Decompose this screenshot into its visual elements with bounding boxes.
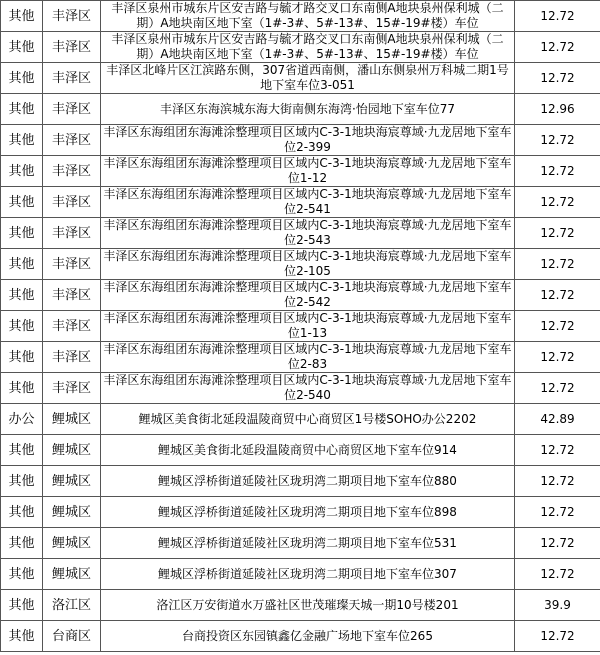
table-row <box>1 466 600 497</box>
row-area-cell: 12.96 <box>515 94 600 125</box>
row-district-cell: 丰泽区 <box>43 1 101 32</box>
row-district-cell: 丰泽区 <box>43 63 101 94</box>
table-row <box>1 94 600 125</box>
row-type-cell: 其他 <box>1 32 43 63</box>
table-row <box>1 559 600 590</box>
row-address-cell: 鲤城区美食街北延段温陵商贸中心商贸区1号楼SOHO办公2202 <box>101 404 515 435</box>
row-district-cell: 丰泽区 <box>43 187 101 218</box>
row-type-cell: 其他 <box>1 311 43 342</box>
row-address-cell: 丰泽区东海滨城东海大街南侧东海湾·怡园地下室车位77 <box>101 94 515 125</box>
row-area-cell: 12.72 <box>515 435 600 466</box>
row-district-cell: 鲤城区 <box>43 466 101 497</box>
table-row <box>1 1 600 32</box>
table-row <box>1 187 600 218</box>
row-area-cell: 12.72 <box>515 311 600 342</box>
row-address-cell: 丰泽区东海组团东海滩涂整理项目区域内C-3-1地块海宸尊域·九龙居地下室车位2-83 <box>101 342 515 373</box>
row-address-cell: 丰泽区东海组团东海滩涂整理项目区域内C-3-1地块海宸尊域·九龙居地下室车位2-540 <box>101 373 515 404</box>
row-type-cell: 其他 <box>1 342 43 373</box>
table-row <box>1 404 600 435</box>
row-type-cell: 其他 <box>1 435 43 466</box>
row-district-cell: 鲤城区 <box>43 435 101 466</box>
row-area-cell: 12.72 <box>515 559 600 590</box>
row-type-cell: 其他 <box>1 559 43 590</box>
row-type-cell: 其他 <box>1 156 43 187</box>
row-type-cell: 其他 <box>1 280 43 311</box>
row-area-cell: 12.72 <box>515 497 600 528</box>
row-district-cell: 丰泽区 <box>43 280 101 311</box>
row-address-cell: 丰泽区泉州市城东片区安吉路与毓才路交叉口东南侧A地块泉州保利城（二期）A地块南区地下室（1#-3#、5#-13#、15#-19#楼）车位 <box>101 1 515 32</box>
row-address-cell: 洛江区万安街道水万盛社区世茂璀璨天城一期10号楼201 <box>101 590 515 621</box>
table-row <box>1 342 600 373</box>
row-district-cell: 丰泽区 <box>43 125 101 156</box>
row-district-cell: 洛江区 <box>43 590 101 621</box>
row-district-cell: 丰泽区 <box>43 311 101 342</box>
row-area-cell: 12.72 <box>515 125 600 156</box>
row-area-cell: 12.72 <box>515 280 600 311</box>
row-address-cell: 丰泽区东海组团东海滩涂整理项目区域内C-3-1地块海宸尊域·九龙居地下室车位1-12 <box>101 156 515 187</box>
row-area-cell: 42.89 <box>515 404 600 435</box>
row-district-cell: 丰泽区 <box>43 249 101 280</box>
row-area-cell: 12.72 <box>515 528 600 559</box>
row-area-cell: 12.72 <box>515 249 600 280</box>
row-type-cell: 其他 <box>1 187 43 218</box>
row-type-cell: 其他 <box>1 249 43 280</box>
row-area-cell: 12.72 <box>515 1 600 32</box>
row-area-cell: 12.72 <box>515 466 600 497</box>
table-row <box>1 435 600 466</box>
row-area-cell: 39.9 <box>515 590 600 621</box>
row-address-cell: 丰泽区泉州市城东片区安吉路与毓才路交叉口东南侧A地块泉州保利城（二期）A地块南区地下室（1#-3#、5#-13#、15#-19#楼）车位 <box>101 32 515 63</box>
row-area-cell: 12.72 <box>515 218 600 249</box>
table-body <box>1 1 600 652</box>
row-district-cell: 台商区 <box>43 621 101 652</box>
row-area-cell: 12.72 <box>515 342 600 373</box>
row-address-cell: 台商投资区东园镇鑫亿金融广场地下室车位265 <box>101 621 515 652</box>
row-type-cell: 其他 <box>1 373 43 404</box>
row-district-cell: 丰泽区 <box>43 342 101 373</box>
row-type-cell: 其他 <box>1 218 43 249</box>
table-row <box>1 621 600 652</box>
table-row <box>1 63 600 94</box>
row-district-cell: 鲤城区 <box>43 497 101 528</box>
table-row <box>1 125 600 156</box>
table-row <box>1 280 600 311</box>
row-area-cell: 12.72 <box>515 187 600 218</box>
table-row <box>1 373 600 404</box>
row-area-cell: 12.72 <box>515 63 600 94</box>
table-row <box>1 311 600 342</box>
table-row <box>1 590 600 621</box>
row-district-cell: 丰泽区 <box>43 156 101 187</box>
row-district-cell: 鲤城区 <box>43 404 101 435</box>
row-type-cell: 其他 <box>1 94 43 125</box>
table-row <box>1 528 600 559</box>
row-district-cell: 丰泽区 <box>43 218 101 249</box>
row-area-cell: 12.72 <box>515 156 600 187</box>
row-address-cell: 丰泽区东海组团东海滩涂整理项目区域内C-3-1地块海宸尊域·九龙居地下室车位2-542 <box>101 280 515 311</box>
row-district-cell: 丰泽区 <box>43 32 101 63</box>
row-area-cell: 12.72 <box>515 373 600 404</box>
row-address-cell: 丰泽区北峰片区江滨路东侧，307省道西南侧，潘山东侧泉州万科城二期1号地下室车位3-051 <box>101 63 515 94</box>
row-type-cell: 其他 <box>1 590 43 621</box>
row-type-cell: 其他 <box>1 621 43 652</box>
row-area-cell: 12.72 <box>515 32 600 63</box>
row-type-cell: 其他 <box>1 1 43 32</box>
row-address-cell: 鲤城区美食街北延段温陵商贸中心商贸区地下室车位914 <box>101 435 515 466</box>
row-address-cell: 鲤城区浮桥街道延陵社区珑玥湾二期项目地下室车位307 <box>101 559 515 590</box>
row-district-cell: 鲤城区 <box>43 528 101 559</box>
row-district-cell: 丰泽区 <box>43 94 101 125</box>
row-address-cell: 鲤城区浮桥街道延陵社区珑玥湾二期项目地下室车位531 <box>101 528 515 559</box>
table-row <box>1 218 600 249</box>
row-type-cell: 其他 <box>1 63 43 94</box>
table-row <box>1 32 600 63</box>
row-address-cell: 丰泽区东海组团东海滩涂整理项目区域内C-3-1地块海宸尊域·九龙居地下室车位2-541 <box>101 187 515 218</box>
row-address-cell: 鲤城区浮桥街道延陵社区珑玥湾二期项目地下室车位880 <box>101 466 515 497</box>
row-type-cell: 其他 <box>1 125 43 156</box>
table-row <box>1 156 600 187</box>
row-address-cell: 丰泽区东海组团东海滩涂整理项目区域内C-3-1地块海宸尊域·九龙居地下室车位2-399 <box>101 125 515 156</box>
row-district-cell: 丰泽区 <box>43 373 101 404</box>
row-address-cell: 鲤城区浮桥街道延陵社区珑玥湾二期项目地下室车位898 <box>101 497 515 528</box>
table-row <box>1 249 600 280</box>
row-type-cell: 办公 <box>1 404 43 435</box>
row-address-cell: 丰泽区东海组团东海滩涂整理项目区域内C-3-1地块海宸尊域·九龙居地下室车位1-13 <box>101 311 515 342</box>
row-area-cell: 12.72 <box>515 621 600 652</box>
table-row <box>1 497 600 528</box>
row-type-cell: 其他 <box>1 528 43 559</box>
row-district-cell: 鲤城区 <box>43 559 101 590</box>
row-type-cell: 其他 <box>1 466 43 497</box>
row-address-cell: 丰泽区东海组团东海滩涂整理项目区域内C-3-1地块海宸尊域·九龙居地下室车位2-105 <box>101 249 515 280</box>
row-address-cell: 丰泽区东海组团东海滩涂整理项目区域内C-3-1地块海宸尊域·九龙居地下室车位2-543 <box>101 218 515 249</box>
row-type-cell: 其他 <box>1 497 43 528</box>
